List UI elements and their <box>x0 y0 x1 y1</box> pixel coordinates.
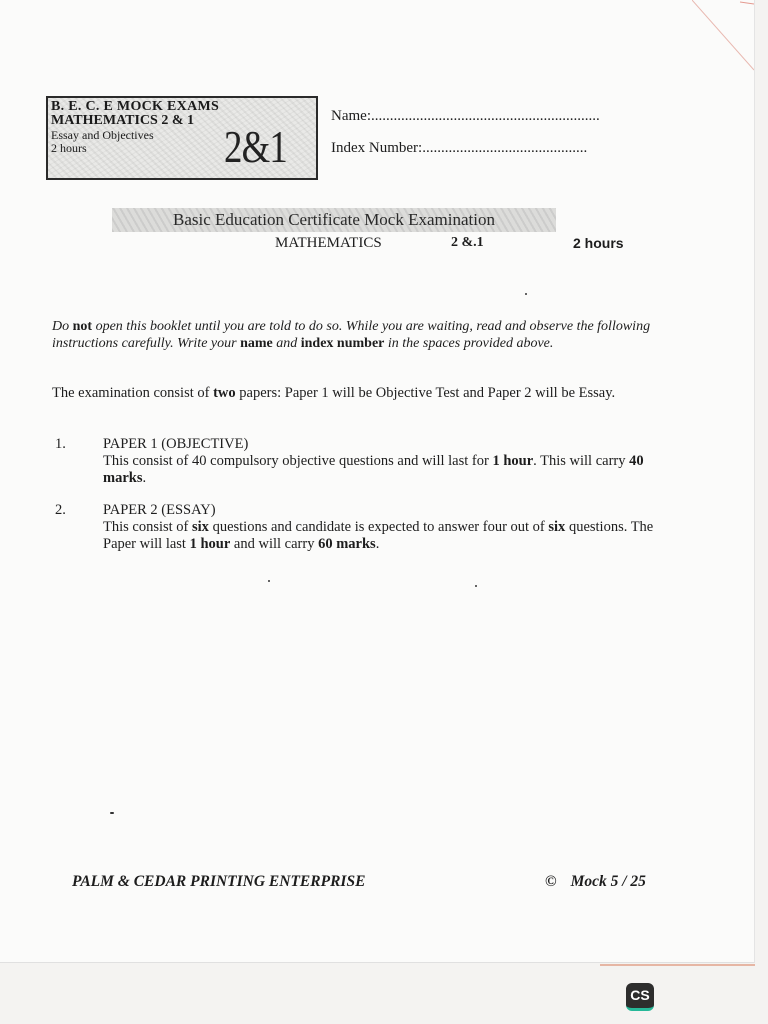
subject-duration: 2 hours <box>573 235 624 251</box>
exam-banner: Basic Education Certificate Mock Examination <box>112 208 556 232</box>
page-corner-fold <box>692 0 754 80</box>
footer-code <box>545 873 646 891</box>
item-number: 1. <box>55 436 66 452</box>
name-field: Name:............................................................. <box>331 108 600 124</box>
item-number: 2. <box>55 502 66 518</box>
instructions-paragraph: Do not open this booklet until you are told to do so. While you are waiting, read and observe the following instructions carefully. Write your name and index number in the spaces provided above. <box>52 319 651 351</box>
mock-code: Mock 5 / 25 <box>570 873 646 890</box>
stamp-title: B. E. C. E MOCK EXAMS <box>51 99 220 114</box>
scan-speck <box>268 580 270 582</box>
paper-2-item <box>55 502 665 553</box>
exam-structure-note: The examination consist of two papers: Paper 1 will be Objective Test and Paper 2 will be Essay. <box>52 385 616 401</box>
stamp-subject: MATHEMATICS 2 & 1 <box>51 113 194 128</box>
publisher-name: PALM & CEDAR PRINTING ENTERPRISE <box>72 873 366 890</box>
stamp-paper-number: 2&1 <box>224 121 288 172</box>
stamp-type: Essay and Objectives <box>51 128 154 142</box>
paper-1-item <box>55 436 665 487</box>
index-number-field: Index Number:............................................ <box>331 140 588 156</box>
subject-papers: 2 &.1 <box>451 235 484 250</box>
scan-speck <box>475 585 477 587</box>
exam-stamp-box <box>46 96 318 180</box>
camscanner-badge-icon: CS <box>626 983 654 1011</box>
item-description: This consist of six questions and candidate is expected to answer four out of six questions. The Paper will last 1 hour and will carry 60 marks. <box>103 519 654 552</box>
subject-name: MATHEMATICS <box>275 235 382 251</box>
scan-speck <box>525 293 527 295</box>
item-heading: PAPER 2 (ESSAY) <box>103 502 216 518</box>
page-edge-line <box>600 964 755 966</box>
scan-speck <box>110 812 114 814</box>
item-heading: PAPER 1 (OBJECTIVE) <box>103 436 249 452</box>
copyright-icon: © <box>545 873 557 890</box>
item-description: This consist of 40 compulsory objective questions and will last for 1 hour. This will carry 40 marks. <box>103 453 644 486</box>
stamp-duration: 2 hours <box>51 141 87 155</box>
